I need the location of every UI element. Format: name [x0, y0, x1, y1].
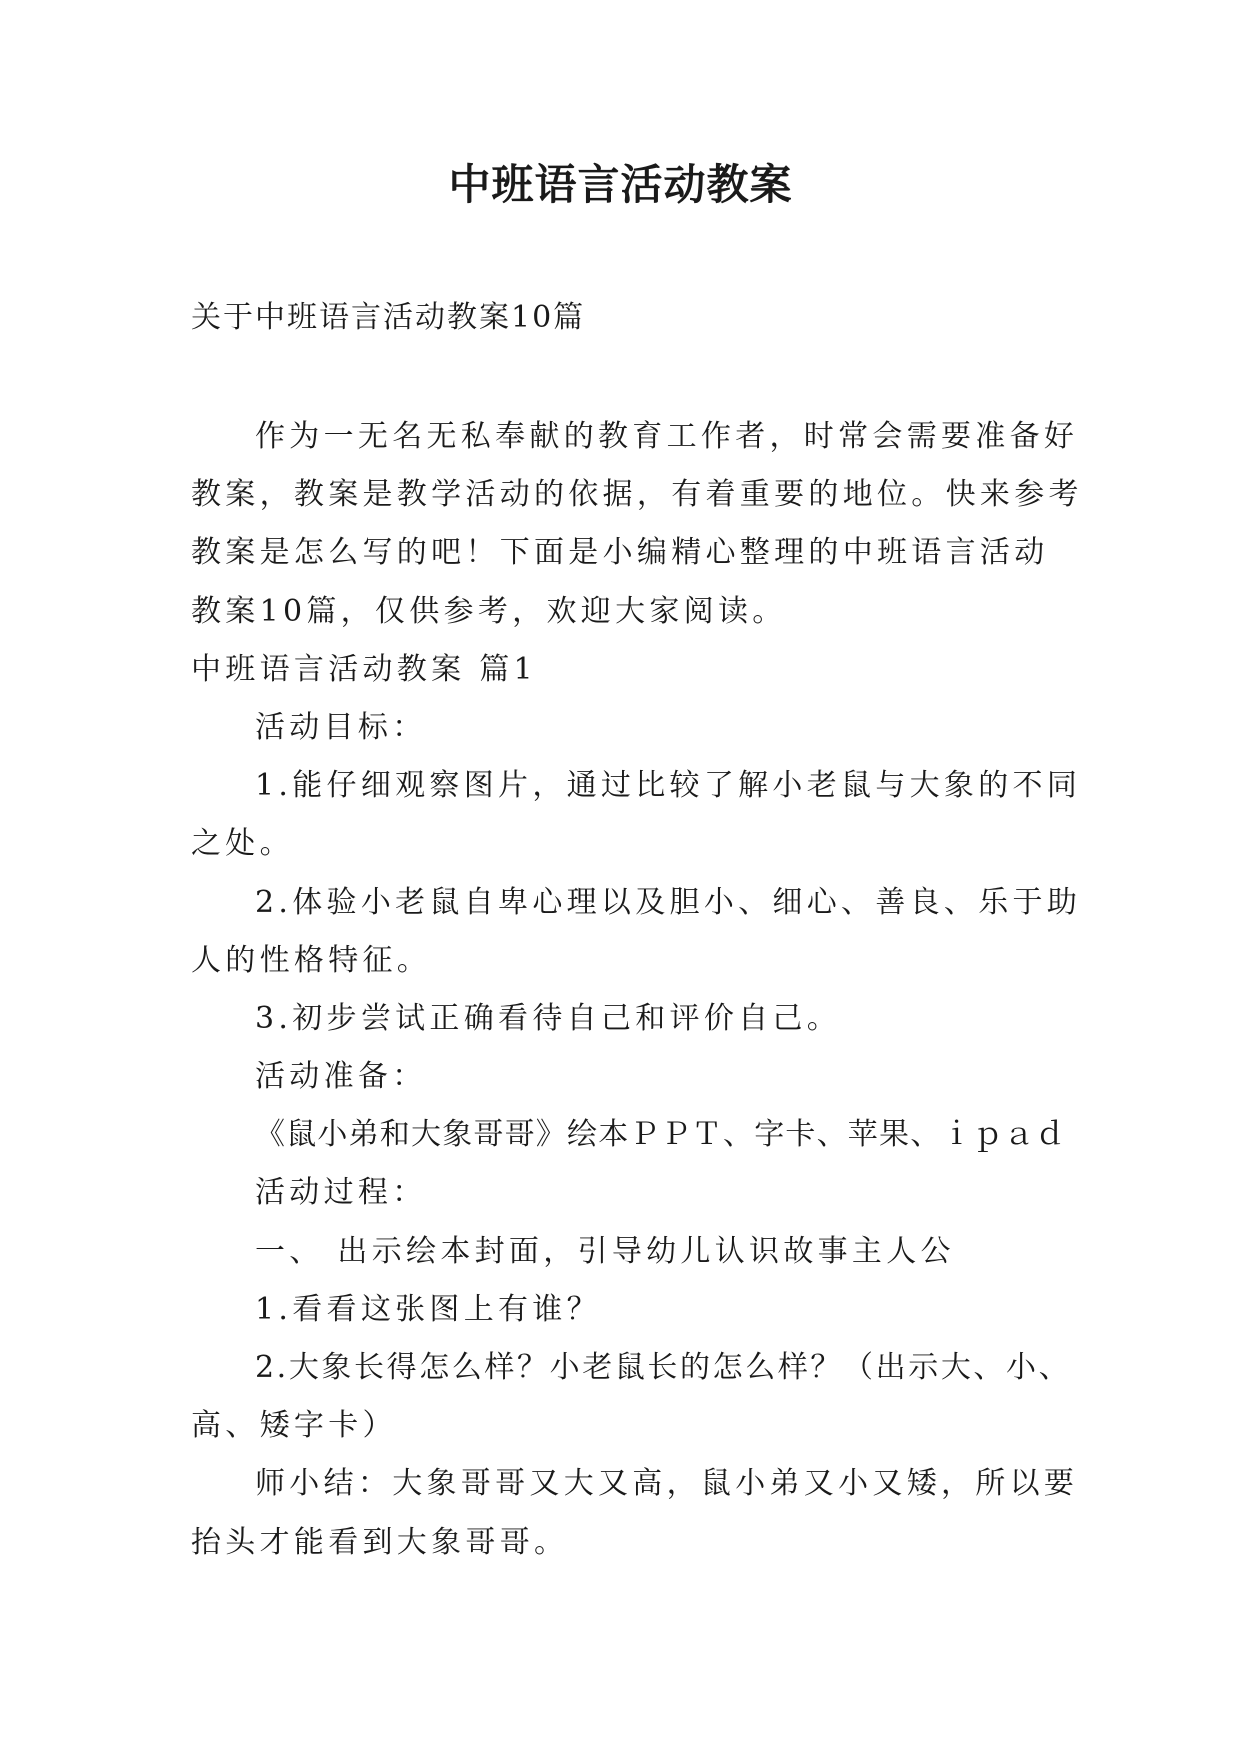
- paragraph-line: 《鼠小弟和大象哥哥》绘本ＰＰＴ、字卡、苹果、ｉｐａｄ: [255, 1117, 1067, 1153]
- paragraph-line: 作为一无名无私奉献的教育工作者，时常会需要准备好: [255, 419, 1079, 454]
- paragraph-line: 一、 出示绘本封面，引导幼儿认识故事主人公: [255, 1233, 955, 1269]
- paragraph-line: 师小结：大象哥哥又大又高，鼠小弟又小又矮，所以要: [255, 1466, 1079, 1502]
- paragraph-line: 人的性格特征。: [191, 942, 432, 978]
- paragraph-line: 活动目标：: [255, 709, 427, 745]
- paragraph-line: 1.看看这张图上有谁？: [255, 1291, 601, 1327]
- document-title: 中班语言活动教案: [448, 160, 793, 209]
- paragraph-line: 活动过程：: [255, 1175, 427, 1211]
- section-heading: 中班语言活动教案 篇1: [191, 651, 537, 687]
- paragraph-line: 2.大象长得怎么样？小老鼠长的怎么样？（出示大、小、: [255, 1350, 1072, 1385]
- paragraph-line: 教案，教案是教学活动的依据，有着重要的地位。快来参考: [191, 477, 1083, 513]
- paragraph-line: 抬头才能看到大象哥哥。: [191, 1524, 569, 1560]
- paragraph-line: 3.初步尝试正确看待自己和评价自己。: [255, 1000, 842, 1036]
- document-body: [191, 408, 1083, 1572]
- paragraph-line: 活动准备：: [255, 1059, 427, 1095]
- paragraph-line: 教案是怎么写的吧！下面是小编精心整理的中班语言活动: [191, 535, 1049, 571]
- paragraph-line: 2.体验小老鼠自卑心理以及胆小、细心、善良、乐于助: [255, 884, 1082, 920]
- paragraph-line: 之处。: [191, 826, 294, 862]
- paragraph-line: 1.能仔细观察图片，通过比较了解小老鼠与大象的不同: [255, 768, 1082, 804]
- paragraph-line: 教案10篇，仅供参考，欢迎大家阅读。: [191, 593, 787, 629]
- document-subtitle: 关于中班语言活动教案10篇: [191, 300, 586, 335]
- paragraph-line: 高、矮字卡）: [191, 1408, 397, 1444]
